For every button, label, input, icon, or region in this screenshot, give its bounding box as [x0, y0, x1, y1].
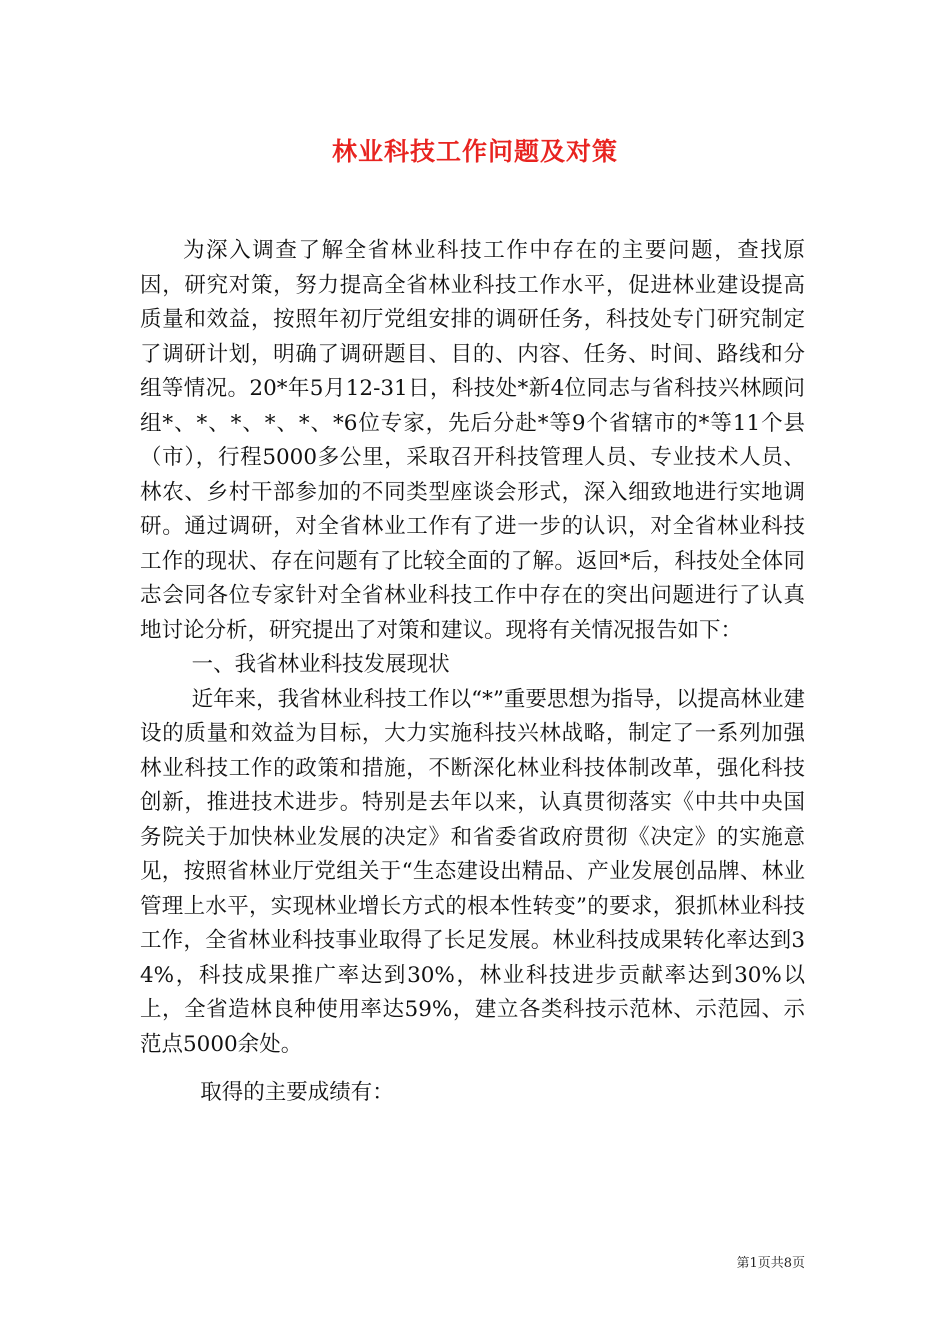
- page-indicator: 第1页共8页: [736, 1256, 805, 1271]
- intro-paragraph: 为深入调查了解全省林业科技工作中存在的主要问题，查找原因，研究对策，努力提高全省林业科技工作水平，促进林业建设提高质量和效益，按照年初厅党组安排的调研任务，科技处专门研究制定了调研计划，明确了调研题目、目的、内容、任务、时间、路线和分组等情况。20*年5月12-31日，科技处*新4位同志与省科技兴林顾问组*、*、*、*、*、*6位专家，先后分赴*等9个省辖市的*等11个县（市），行程5000多公里，采取召开科技管理人员、专业技术人员、林农、乡村干部参加的不同类型座谈会形式，深入细致地进行实地调研。通过调研，对全省林业工作有了进一步的认识，对全省林业科技工作的现状、存在问题有了比较全面的了解。返回*后，科技处全体同志会同各位专家针对全省林业科技工作中存在的突出问题进行了认真地讨论分析，研究提出了对策和建议。现将有关情况报告如下：: [140, 238, 805, 643]
- document-body: [140, 234, 805, 1111]
- document-title: 林业科技工作问题及对策: [331, 137, 618, 166]
- section1-paragraph: 近年来，我省林业科技工作以“*”重要思想为指导，以提高林业建设的质量和效益为目标，大力实施科技兴林战略，制定了一系列加强林业科技工作的政策和措施，不断深化林业科技体制改革，强化科技创新，推进技术进步。特别是去年以来，认真贯彻落实《中共中央国务院关于加快林业发展的决定》和省委省政府贯彻《决定》的实施意见，按照省林业厅党组关于“生态建设出精品、产业发展创品牌、林业管理上水平，实现林业增长方式的根本性转变”的要求，狠抓林业科技工作，全省林业科技事业取得了长足发展。林业科技成果转化率达到34%，科技成果推广率达到30%，林业科技进步贡献率达到30%以上，全省造林良种使用率达59%，建立各类科技示范林、示范园、示范点5000余处。: [140, 686, 805, 1057]
- achievements-lead: 取得的主要成绩有：: [200, 1080, 394, 1105]
- section1-heading: 一、我省林业科技发展现状: [191, 652, 450, 677]
